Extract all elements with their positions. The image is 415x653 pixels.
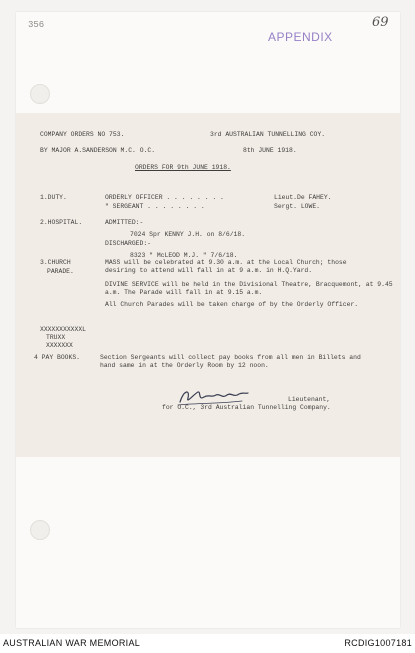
orderly-sergeant-role: " SERGEANT . . . . . . . . — [105, 203, 205, 210]
orderly-sergeant-name: Sergt. LOWE. — [274, 203, 321, 210]
signatory-rank: Lieutenant, — [288, 396, 331, 403]
archive-reference: RCDIG1007181 — [344, 638, 412, 648]
appendix-stamp: APPENDIX — [268, 30, 333, 44]
issued-by: BY MAJOR A.SANDERSON M.C. O.C. — [40, 147, 156, 154]
church-label-line1: 3.CHURCH — [40, 259, 71, 266]
signatory-for-line: for O.C., 3rd Australian Tunnelling Company. — [162, 404, 331, 411]
discharged-entry: 8323 " McLEOD M.J. " 7/6/18. — [130, 252, 238, 259]
issue-date: 8th JUNE 1918. — [243, 147, 297, 154]
document-number: 356 — [28, 20, 45, 30]
orderly-officer-role: ORDERLY OFFICER . . . . . . . . — [105, 194, 224, 201]
struck-out-line: XXXXXXX — [46, 342, 73, 349]
folio-number: 69 — [372, 15, 389, 30]
church-parade-note: All Church Parades will be taken charge of by the Orderly Officer. — [105, 301, 359, 308]
orderly-officer-name: Lieut.De FAHEY. — [274, 194, 332, 201]
unit-name: 3rd AUSTRALIAN TUNNELLING COY. — [210, 131, 326, 138]
hospital-label: 2.HOSPITAL. — [40, 219, 83, 226]
orders-for-date: ORDERS FOR 9th JUNE 1918. — [135, 164, 231, 171]
admitted-entry: 7024 Spr KENNY J.H. on 8/6/18. — [130, 231, 246, 238]
struck-out-line: XXXXXXXXXXXL — [40, 326, 87, 333]
duty-label: 1.DUTY. — [40, 194, 67, 201]
discharged-label: DISCHARGED:- — [105, 240, 152, 247]
pay-books-text: Section Sergeants will collect pay books from all men in Billets and hand same in at the Orderly Room by 12 noon. — [100, 354, 361, 369]
punch-hole — [30, 84, 50, 104]
divine-service-paragraph: DIVINE SERVICE will be held in the Divisional Theatre, Bracquemont, at 9.45 a.m. The Parade will fall in at 9.15 a.m. — [105, 281, 393, 296]
punch-hole — [30, 520, 50, 540]
admitted-label: ADMITTED:- — [105, 219, 144, 226]
orders-number: COMPANY ORDERS NO 753. — [40, 131, 125, 138]
mass-paragraph: MASS will be celebrated at 9.30 a.m. at the Local Church; those desiring to attend will fall in at 9 a.m. in H.Q.Yard. — [105, 259, 347, 274]
church-label-line2: PARADE. — [47, 268, 74, 275]
archive-credit: AUSTRALIAN WAR MEMORIAL — [3, 638, 141, 648]
struck-out-line: TRUXX — [46, 334, 66, 341]
pay-books-label: 4 PAY BOOKS. — [34, 354, 81, 361]
